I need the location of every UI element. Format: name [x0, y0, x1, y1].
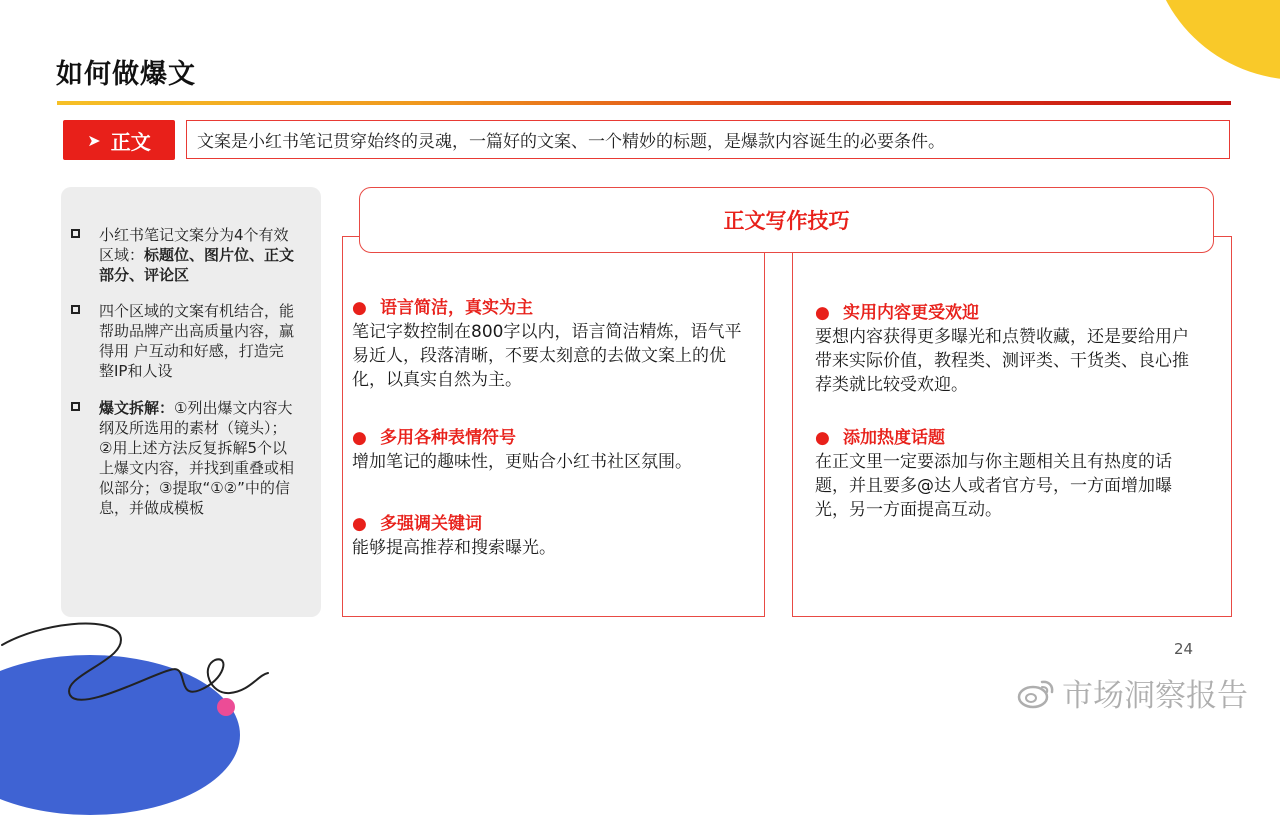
square-bullet-icon: [71, 402, 80, 411]
section-tab-label: 正文: [110, 129, 151, 154]
watermark-text: 市场洞察报告: [1062, 678, 1248, 714]
tip-body: 在正文里一定要添加与你主题相关且有热度的话题，并且要多@达人或者官方号，一方面增加曝光，另一方面提高互动。: [815, 452, 1172, 520]
tip-body: 能够提高推荐和搜索曝光。: [352, 538, 556, 558]
red-dot-icon: ●: [352, 514, 367, 534]
list-item-text: 小红书笔记文案分为4个有效区域：标题位、图片位、正文部分、评论区: [99, 226, 295, 284]
page-title: 如何做爆文: [56, 59, 196, 90]
tip-heading: ● 语言简洁，真实为主: [352, 298, 533, 318]
red-dot-icon: ●: [352, 298, 367, 318]
page-number: 24: [1174, 640, 1194, 658]
tip-heading: ● 添加热度话题: [815, 428, 945, 448]
yellow-corner-circle: [1150, 0, 1280, 80]
tip-body: 要想内容获得更多曝光和点赞收藏，还是要给用户带来实际价值，教程类、测评类、干货类、良心推荐类就比较受欢迎。: [815, 327, 1189, 395]
section-tab: [63, 120, 175, 160]
tip-item: [815, 426, 1205, 522]
list-item: [71, 301, 296, 381]
tip-item: [815, 301, 1205, 397]
red-dot-icon: ●: [352, 428, 367, 448]
list-item-text: 爆文拆解：①列出爆文内容大纲及所选用的素材（镜头）；②用上述方法反复拆解5个以上爆文内容，并找到重叠或相似部分；③提取“①②”中的信息，并做成模板: [99, 399, 295, 517]
tip-heading: ● 实用内容更受欢迎: [815, 303, 979, 323]
tip-body: 笔记字数控制在800字以内，语言简洁精炼，语气平易近人，段落清晰，不要太刻意的去做文案上的优化，以真实自然为主。: [352, 322, 742, 390]
tip-heading: ● 多强调关键词: [352, 514, 482, 534]
tip-heading: ● 多用各种表情符号: [352, 428, 516, 448]
arrow-icon: ➤: [87, 130, 101, 150]
pink-dot-decoration: [217, 698, 235, 716]
title-gradient-rule: [57, 101, 1231, 105]
red-dot-icon: ●: [815, 303, 830, 323]
tip-item: [352, 426, 752, 474]
intro-text: 文案是小红书笔记贯穿始终的灵魂，一篇好的文案、一个精妙的标题，是爆款内容诞生的必要条件。: [197, 132, 945, 152]
square-bullet-icon: [71, 305, 80, 314]
square-bullet-icon: [71, 229, 80, 238]
tip-item: [352, 296, 752, 392]
red-dot-icon: ●: [815, 428, 830, 448]
list-item: [71, 225, 296, 285]
tips-header-title: 正文写作技巧: [723, 209, 850, 233]
tips-header: [359, 187, 1214, 253]
tip-body: 增加笔记的趣味性，更贴合小红书社区氛围。: [352, 452, 692, 472]
list-item: [71, 398, 296, 518]
tip-item: [352, 512, 752, 560]
left-info-panel: [61, 187, 321, 617]
weibo-logo-icon: [1016, 676, 1056, 710]
list-item-text: 四个区域的文案有机结合，能帮助品牌产出高质量内容，赢得用 户互动和好感，打造完整IP和人设: [99, 302, 295, 380]
watermark: [1016, 670, 1248, 715]
intro-box: [186, 120, 1230, 159]
